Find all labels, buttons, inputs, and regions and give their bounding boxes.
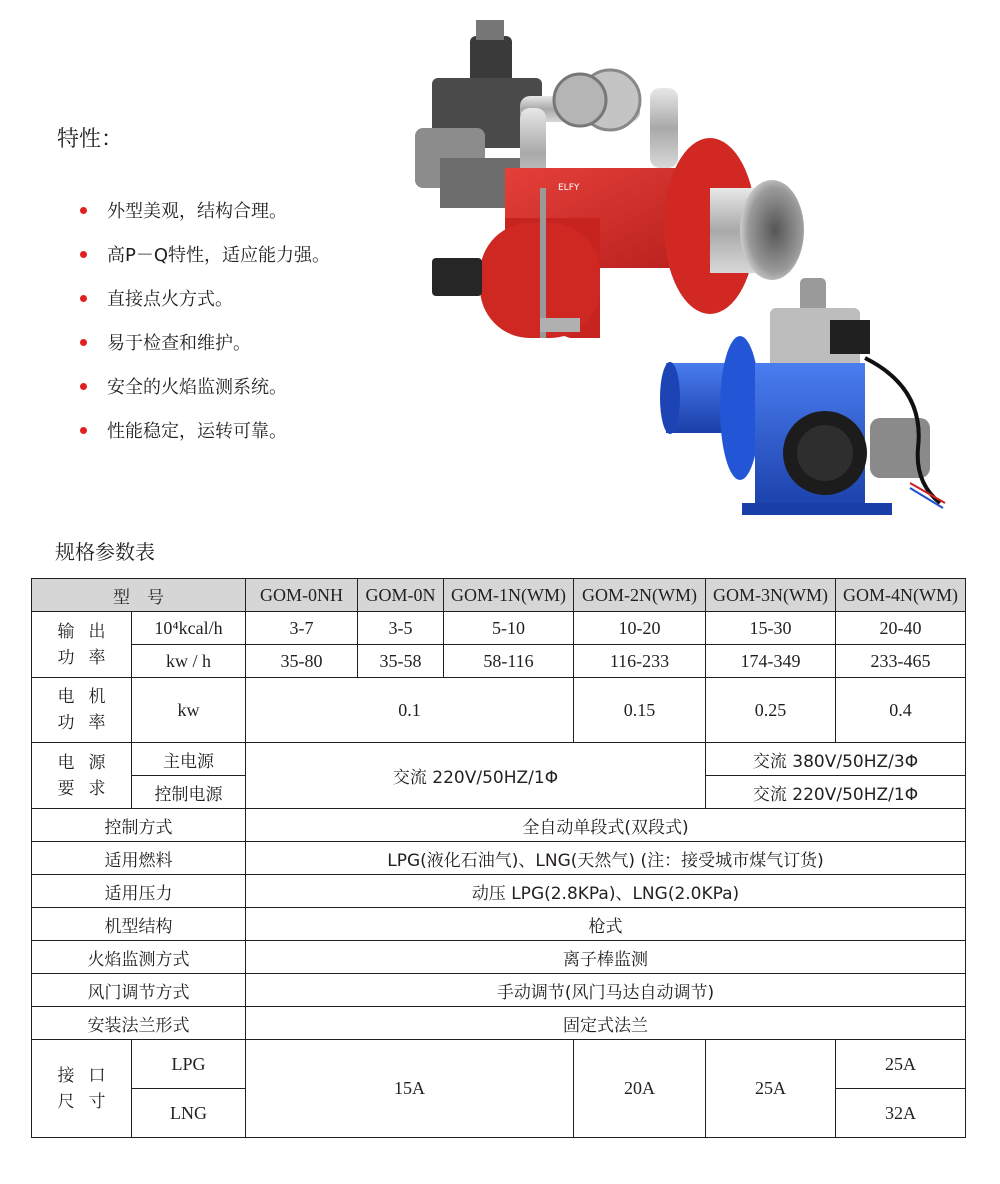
feature-item xyxy=(80,232,330,276)
bullet-icon xyxy=(80,295,87,302)
port-label: 接口尺寸 xyxy=(32,1040,132,1138)
bullet-icon xyxy=(80,383,87,390)
feature-text: 安全的火焰监测系统。 xyxy=(107,377,287,398)
table-row xyxy=(32,809,966,842)
port-cell: 25A xyxy=(706,1040,836,1138)
table-row xyxy=(32,875,966,908)
row-label: 火焰监测方式 xyxy=(32,941,246,974)
model-cell: GOM-0NH xyxy=(246,579,358,612)
table-row-power-main xyxy=(32,743,966,776)
model-cell: GOM-0N xyxy=(358,579,444,612)
model-label: 型 号 xyxy=(32,579,246,612)
row-label: 安装法兰形式 xyxy=(32,1007,246,1040)
model-cell: GOM-1N(WM) xyxy=(444,579,574,612)
row-value: 枪式 xyxy=(246,908,966,941)
main-power-label: 主电源 xyxy=(132,743,246,776)
bullet-icon xyxy=(80,427,87,434)
row-label: 机型结构 xyxy=(32,908,246,941)
spec-table xyxy=(31,578,966,1138)
table-row xyxy=(32,908,966,941)
kcal-cell: 3-5 xyxy=(358,612,444,645)
row-value: 离子棒监测 xyxy=(246,941,966,974)
row-value: LPG(液化石油气)、LNG(天然气) (注：接受城市煤气订货) xyxy=(246,842,966,875)
motor-unit: kw xyxy=(132,678,246,743)
row-label: 控制方式 xyxy=(32,809,246,842)
kw-cell: 174-349 xyxy=(706,645,836,678)
control-power-label: 控制电源 xyxy=(132,776,246,809)
row-label: 适用燃料 xyxy=(32,842,246,875)
feature-item xyxy=(80,188,330,232)
feature-item xyxy=(80,320,330,364)
table-row-port-lpg xyxy=(32,1040,966,1089)
row-value: 动压 LPG(2.8KPa)、LNG(2.0KPa) xyxy=(246,875,966,908)
table-row-output-kw xyxy=(32,645,966,678)
motor-cell: 0.4 xyxy=(836,678,966,743)
bullet-icon xyxy=(80,339,87,346)
kcal-cell: 10-20 xyxy=(574,612,706,645)
kcal-cell: 5-10 xyxy=(444,612,574,645)
power-control-large-cell: 交流 220V/50HZ/1Φ xyxy=(706,776,966,809)
port-lng-label: LNG xyxy=(132,1089,246,1138)
port-cell: 20A xyxy=(574,1040,706,1138)
kw-cell: 233-465 xyxy=(836,645,966,678)
kcal-cell: 3-7 xyxy=(246,612,358,645)
model-cell: GOM-4N(WM) xyxy=(836,579,966,612)
port-last-lpg: 25A xyxy=(836,1040,966,1089)
feature-item xyxy=(80,276,330,320)
feature-item xyxy=(80,408,330,452)
table-row-motor xyxy=(32,678,966,743)
motor-cell: 0.15 xyxy=(574,678,706,743)
power-small-cell: 交流 220V/50HZ/1Φ xyxy=(246,743,706,809)
feature-text: 直接点火方式。 xyxy=(107,289,233,310)
port-lpg-label: LPG xyxy=(132,1040,246,1089)
motor-cell: 0.1 xyxy=(246,678,574,743)
row-value: 固定式法兰 xyxy=(246,1007,966,1040)
port-last-lng: 32A xyxy=(836,1089,966,1138)
kcal-cell: 20-40 xyxy=(836,612,966,645)
kw-cell: 116-233 xyxy=(574,645,706,678)
motor-label: 电机功率 xyxy=(32,678,132,743)
kw-cell: 35-58 xyxy=(358,645,444,678)
kcal-cell: 15-30 xyxy=(706,612,836,645)
blue-burner-photo xyxy=(660,278,950,523)
kw-cell: 35-80 xyxy=(246,645,358,678)
row-label: 风门调节方式 xyxy=(32,974,246,1007)
feature-list xyxy=(80,188,330,452)
feature-text: 高P－Q特性，适应能力强。 xyxy=(107,245,331,266)
feature-text: 易于检查和维护。 xyxy=(107,333,251,354)
table-row xyxy=(32,941,966,974)
table-row-output-kcal xyxy=(32,612,966,645)
row-value: 全自动单段式(双段式) xyxy=(246,809,966,842)
table-row xyxy=(32,974,966,1007)
kw-cell: 58-116 xyxy=(444,645,574,678)
bullet-icon xyxy=(80,207,87,214)
bullet-icon xyxy=(80,251,87,258)
output-label: 输出功率 xyxy=(32,612,132,678)
power-main-large-cell: 交流 380V/50HZ/3Φ xyxy=(706,743,966,776)
feature-text: 性能稳定，运转可靠。 xyxy=(107,421,287,442)
feature-item xyxy=(80,364,330,408)
kcal-unit: 10⁴kcal/h xyxy=(132,612,246,645)
spec-title: 规格参数表 xyxy=(55,540,155,564)
svg-text:ELFY: ELFY xyxy=(558,183,580,193)
motor-cell: 0.25 xyxy=(706,678,836,743)
row-value: 手动调节(风门马达自动调节) xyxy=(246,974,966,1007)
row-label: 适用压力 xyxy=(32,875,246,908)
feature-text: 外型美观，结构合理。 xyxy=(107,201,287,222)
features-title: 特性： xyxy=(57,127,124,152)
table-row-header xyxy=(32,579,966,612)
model-cell: GOM-2N(WM) xyxy=(574,579,706,612)
kw-unit: kw / h xyxy=(132,645,246,678)
table-row xyxy=(32,842,966,875)
port-cell: 15A xyxy=(246,1040,574,1138)
table-row xyxy=(32,1007,966,1040)
power-label: 电源要求 xyxy=(32,743,132,809)
model-cell: GOM-3N(WM) xyxy=(706,579,836,612)
